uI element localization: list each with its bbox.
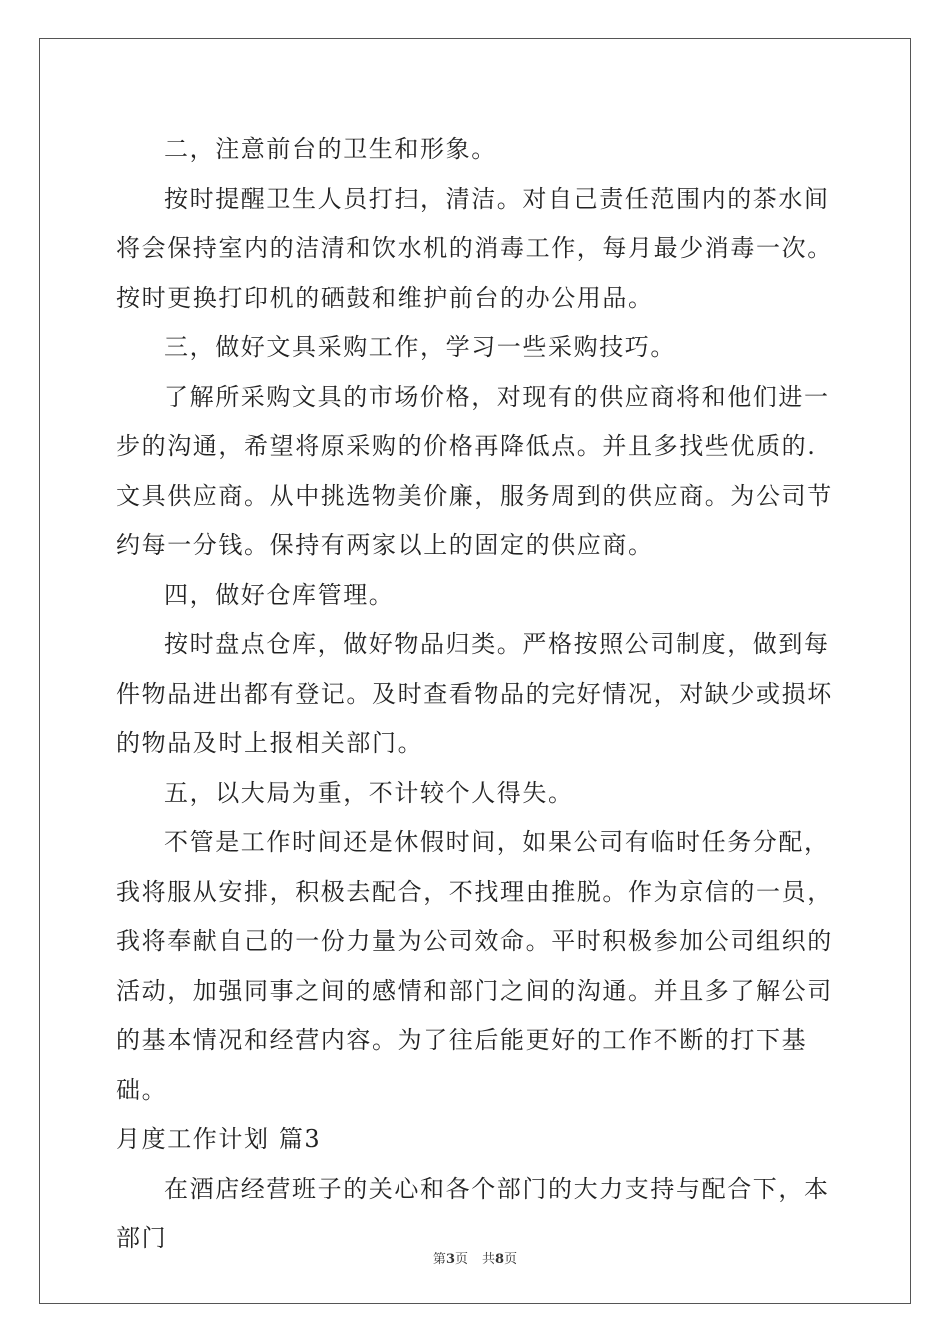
paragraph-hotel-intro: 在酒店经营班子的关心和各个部门的大力支持与配合下，本部门 [116,1174,830,1252]
total-unit: 页 [504,1252,518,1267]
page-footer [0,1248,950,1267]
total-prefix: 共 [482,1252,496,1267]
paragraph-warehouse: 按时盘点仓库，做好物品归类。严格按照公司制度，做到每件物品进出都有登记。及时查看物品的完好情况，对缺少或损坏的物品及时上报相关部门。 [116,630,833,757]
document-body [116,125,836,1264]
page-current: 3 [445,1252,455,1267]
paragraph-hygiene: 按时提醒卫生人员打扫，清洁。对自己责任范围内的茶水间将会保持室内的洁清和饮水机的消毒工作，每月最少消毒一次。按时更换打印机的硒鼓和维护前台的办公用品。 [116,184,833,312]
page-total: 8 [495,1252,505,1267]
plan-title: 月度工作计划 篇3 [116,1125,322,1153]
page-prefix: 第 [432,1252,446,1267]
section-heading-4: 四，做好仓库管理。 [164,580,395,609]
page-unit: 页 [454,1252,468,1267]
section-heading-3: 三，做好文具采购工作，学习一些采购技巧。 [164,333,676,361]
section-heading-2: 二，注意前台的卫生和形象。 [164,135,497,163]
paragraph-procurement: 了解所采购文具的市场价格，对现有的供应商将和他们进一步的沟通，希望将原采购的价格再降低点。并且多找些优质的.文具供应商。从中挑选物美价廉，服务周到的供应商。为公司节约每一分钱。保持有两家以上的固定的供应商。 [116,382,833,559]
paragraph-teamwork: 不管是工作时间还是休假时间，如果公司有临时任务分配，我将服从安排，积极去配合，不找理由推脱。作为京信的一员，我将奉献自己的一份力量为公司效命。平时积极参加公司组织的活动，加强同事之间的感情和部门之间的沟通。并且多了解公司的基本情况和经营内容。为了往后能更好的工作不断的打下基础。 [116,828,833,1104]
section-heading-5: 五，以大局为重，不计较个人得失。 [164,778,574,807]
